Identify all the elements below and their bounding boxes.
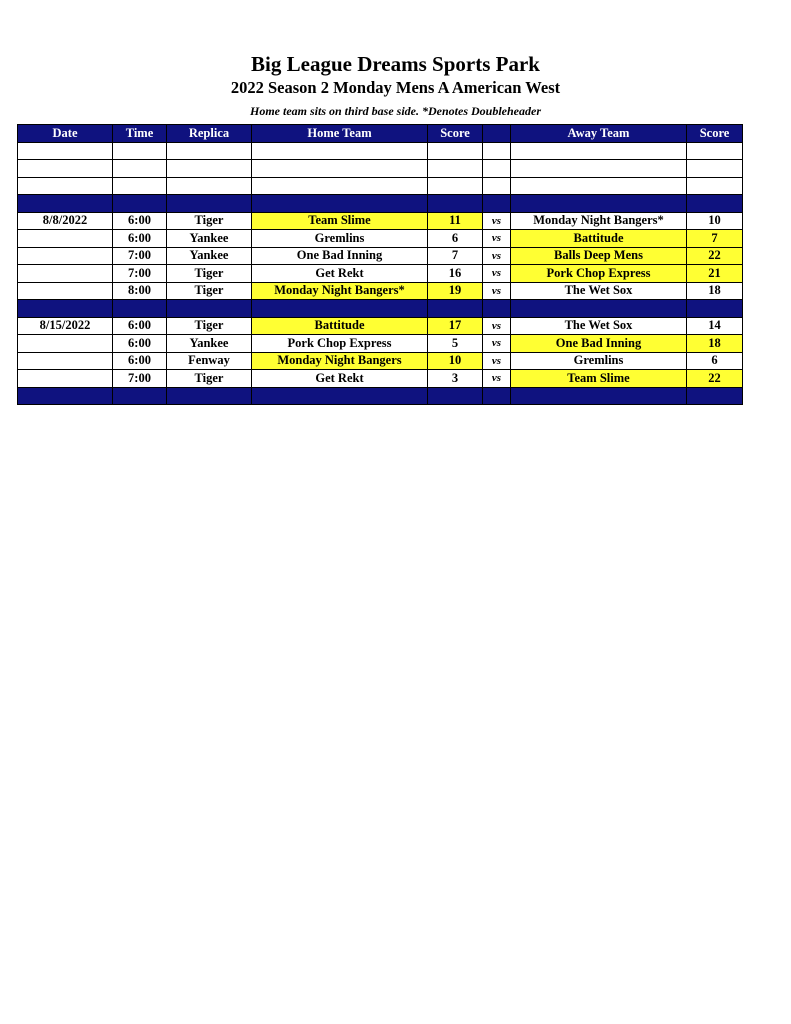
week-separator [18, 387, 743, 405]
page-title: Big League Dreams Sports Park [251, 52, 540, 76]
col-home-team: Home Team [252, 125, 428, 143]
away-team-name: Gremlins [511, 352, 687, 370]
game-row [18, 282, 743, 300]
vs-label: vs [483, 370, 511, 388]
away-team-name: Balls Deep Mens [511, 247, 687, 265]
home-team-name: Battitude [252, 317, 428, 335]
away-team-name: Battitude [511, 230, 687, 248]
blank-row [18, 177, 743, 195]
game-row [18, 317, 743, 335]
away-team-name: The Wet Sox [511, 317, 687, 335]
vs-label: vs [483, 335, 511, 353]
blank-row [18, 160, 743, 178]
col-away-team: Away Team [511, 125, 687, 143]
game-date [18, 370, 113, 388]
col-vs [483, 125, 511, 143]
away-team-score: 6 [687, 352, 743, 370]
game-replica-field: Tiger [167, 212, 252, 230]
game-time: 8:00 [113, 282, 167, 300]
game-row [18, 265, 743, 283]
home-team-name: Monday Night Bangers* [252, 282, 428, 300]
away-team-score: 21 [687, 265, 743, 283]
vs-label: vs [483, 265, 511, 283]
home-team-score: 6 [428, 230, 483, 248]
game-row [18, 352, 743, 370]
game-time: 7:00 [113, 370, 167, 388]
game-time: 7:00 [113, 247, 167, 265]
vs-label: vs [483, 352, 511, 370]
away-team-score: 22 [687, 370, 743, 388]
home-team-score: 5 [428, 335, 483, 353]
col-date: Date [18, 125, 113, 143]
game-time: 6:00 [113, 352, 167, 370]
vs-label: vs [483, 282, 511, 300]
week-separator [18, 300, 743, 318]
home-team-score: 7 [428, 247, 483, 265]
home-team-score: 17 [428, 317, 483, 335]
col-away-score: Score [687, 125, 743, 143]
game-time: 6:00 [113, 335, 167, 353]
game-replica-field: Fenway [167, 352, 252, 370]
home-team-name: Pork Chop Express [252, 335, 428, 353]
game-time: 7:00 [113, 265, 167, 283]
home-team-score: 16 [428, 265, 483, 283]
away-team-name: Team Slime [511, 370, 687, 388]
col-time: Time [113, 125, 167, 143]
week-separator [18, 195, 743, 213]
game-date: 8/8/2022 [18, 212, 113, 230]
game-row [18, 335, 743, 353]
game-date [18, 335, 113, 353]
game-replica-field: Tiger [167, 265, 252, 283]
away-team-name: The Wet Sox [511, 282, 687, 300]
home-team-score: 19 [428, 282, 483, 300]
away-team-score: 7 [687, 230, 743, 248]
home-team-name: Gremlins [252, 230, 428, 248]
game-replica-field: Yankee [167, 335, 252, 353]
away-team-name: One Bad Inning [511, 335, 687, 353]
game-time: 6:00 [113, 212, 167, 230]
away-team-score: 10 [687, 212, 743, 230]
game-replica-field: Yankee [167, 230, 252, 248]
game-date [18, 352, 113, 370]
game-replica-field: Yankee [167, 247, 252, 265]
home-team-name: Team Slime [252, 212, 428, 230]
away-team-name: Monday Night Bangers* [511, 212, 687, 230]
home-team-name: One Bad Inning [252, 247, 428, 265]
game-date [18, 230, 113, 248]
col-replica: Replica [167, 125, 252, 143]
home-team-score: 11 [428, 212, 483, 230]
game-row [18, 370, 743, 388]
away-team-score: 18 [687, 282, 743, 300]
home-team-name: Monday Night Bangers [252, 352, 428, 370]
away-team-score: 22 [687, 247, 743, 265]
game-date [18, 282, 113, 300]
vs-label: vs [483, 212, 511, 230]
game-row [18, 212, 743, 230]
col-home-score: Score [428, 125, 483, 143]
vs-label: vs [483, 317, 511, 335]
game-replica-field: Tiger [167, 370, 252, 388]
game-time: 6:00 [113, 317, 167, 335]
away-team-name: Pork Chop Express [511, 265, 687, 283]
header-row [18, 125, 743, 143]
game-replica-field: Tiger [167, 317, 252, 335]
game-date [18, 247, 113, 265]
schedule-note: Home team sits on third base side. *Denotes Doubleheader [250, 104, 541, 118]
game-date [18, 265, 113, 283]
vs-label: vs [483, 247, 511, 265]
home-team-score: 3 [428, 370, 483, 388]
home-team-score: 10 [428, 352, 483, 370]
schedule-body [18, 142, 743, 405]
home-team-name: Get Rekt [252, 265, 428, 283]
game-replica-field: Tiger [167, 282, 252, 300]
schedule-table [17, 124, 743, 405]
game-time: 6:00 [113, 230, 167, 248]
home-team-name: Get Rekt [252, 370, 428, 388]
vs-label: vs [483, 230, 511, 248]
game-row [18, 230, 743, 248]
game-date: 8/15/2022 [18, 317, 113, 335]
away-team-score: 14 [687, 317, 743, 335]
page-subtitle: 2022 Season 2 Monday Mens A American West [230, 78, 561, 97]
game-row [18, 247, 743, 265]
blank-row [18, 142, 743, 160]
away-team-score: 18 [687, 335, 743, 353]
